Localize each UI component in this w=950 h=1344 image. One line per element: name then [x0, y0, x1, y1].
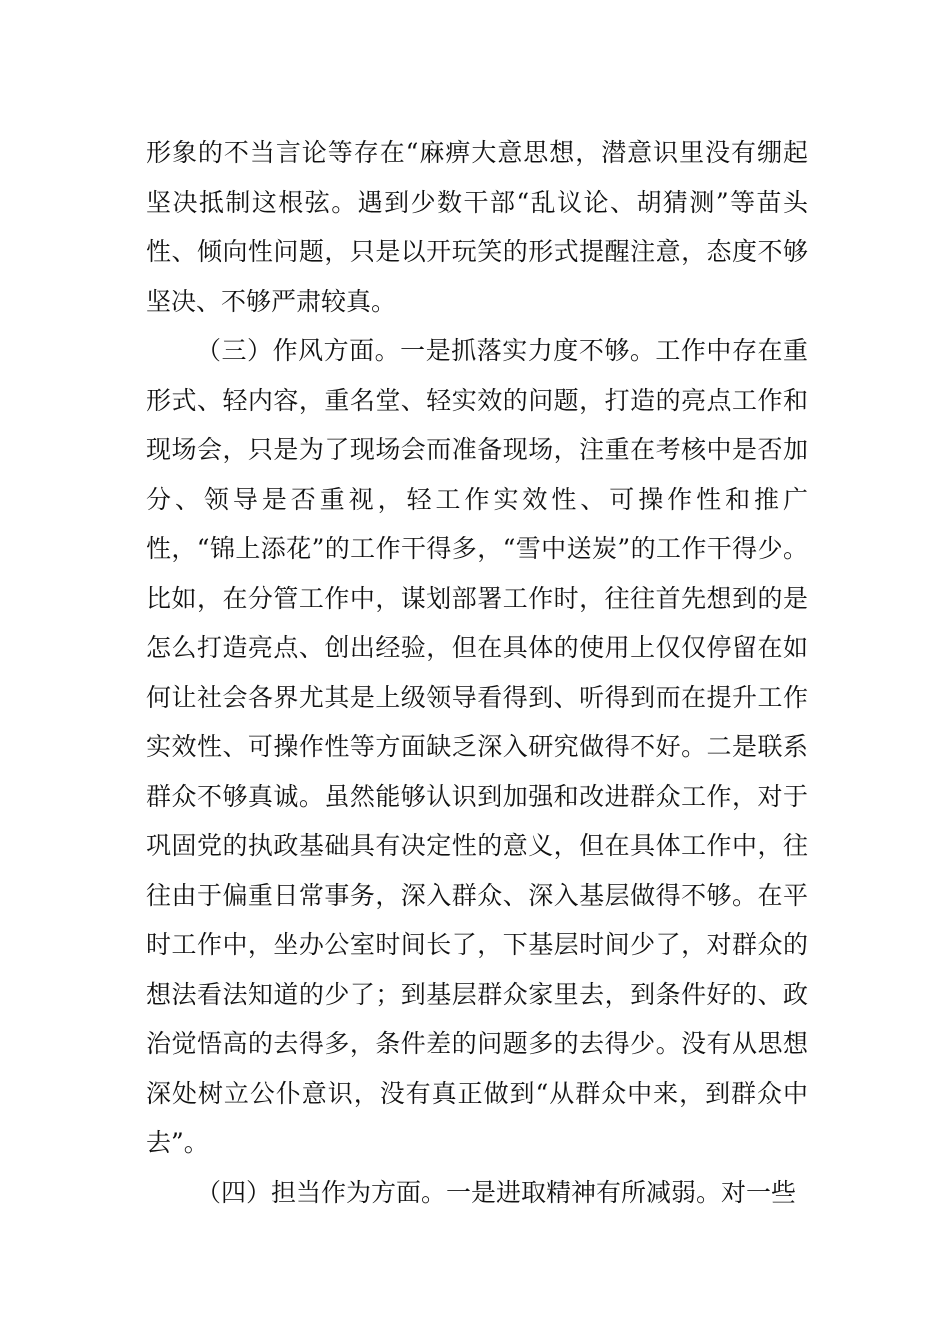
paragraph-work-style: （三）作风方面。一是抓落实力度不够。工作中存在重形式、轻内容，重名堂、轻实效的问题，打造的亮点工作和现场会，只是为了现场会而准备现场，注重在考核中是否加分、领导是否重视，轻工作实效性、可操作性和推广性，“锦上添花”的工作干得多，“雪中送炭”的工作干得少。比如，在分管工作中，谋划部署工作时，往往首先想到的是怎么打造亮点、创出经验，但在具体的使用上仅仅停留在如何让社会各界尤其是上级领导看得到、听得到而在提升工作实效性、可操作性等方面缺乏深入研究做得不好。二是联系群众不够真诚。虽然能够认识到加强和改进群众工作，对于巩固党的执政基础具有决定性的意义，但在具体工作中，往往由于偏重日常事务，深入群众、深入基层做得不够。在平时工作中，坐办公室时间长了，下基层时间少了，对群众的想法看法知道的少了；到基层群众家里去，到条件好的、政治觉悟高的去得多，条件差的问题多的去得少。没有从思想深处树立公仆意识，没有真正做到“从群众中来，到群众中去”。 [146, 336, 808, 1157]
paragraph-responsibility: （四）担当作为方面。一是进取精神有所减弱。对一些 [196, 1177, 797, 1207]
document-body [146, 128, 808, 1217]
paragraph-continuation: 形象的不当言论等存在“麻痹大意思想，潜意识里没有绷起坚决抵制这根弦。遇到少数干部“乱议论、胡猜测”等苗头性、倾向性问题，只是以开玩笑的形式提醒注意，态度不够坚决、不够严肃较真。 [146, 138, 808, 316]
